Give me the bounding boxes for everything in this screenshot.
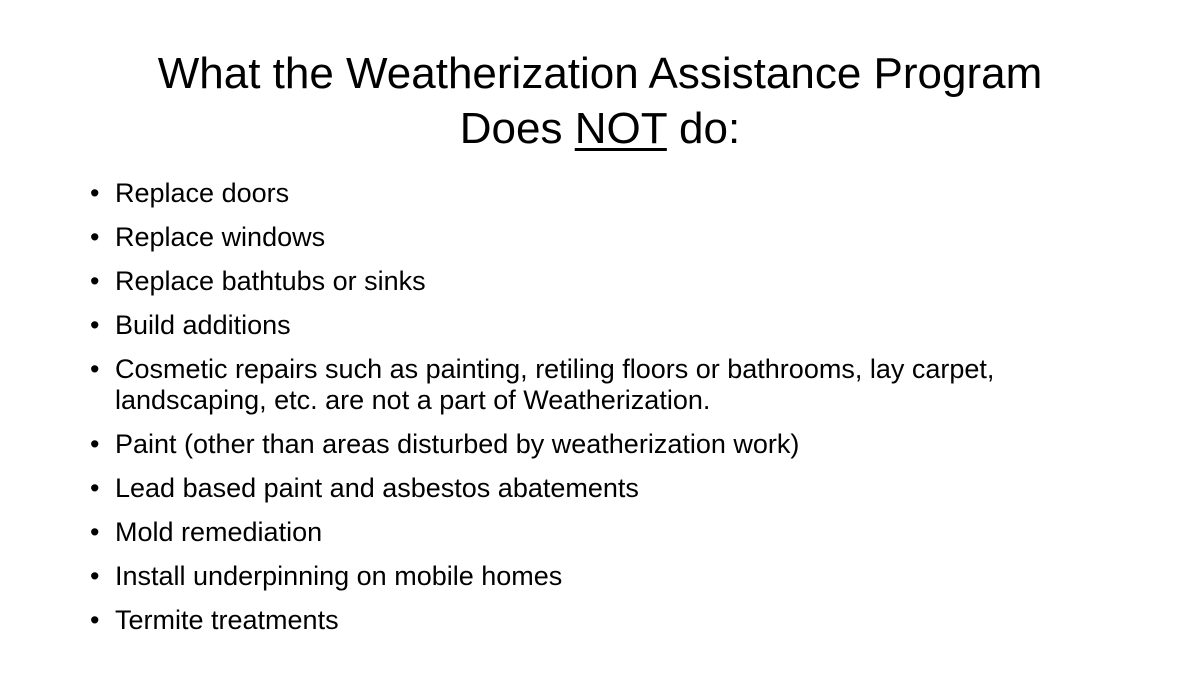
title-line-2-before: Does (459, 104, 575, 153)
bullet-icon: • (90, 605, 100, 635)
bullet-text: Install underpinning on mobile homes (115, 561, 563, 591)
bullet-icon: • (90, 517, 100, 547)
bullet-icon: • (90, 222, 100, 252)
bullet-item (90, 178, 1120, 209)
bullet-item (90, 266, 1120, 297)
bullet-item (90, 605, 1120, 636)
bullet-item (90, 354, 1120, 416)
bullet-text: Termite treatments (115, 605, 339, 635)
bullet-text: Cosmetic repairs such as painting, retiling floors or bathrooms, lay carpet, landscaping, etc. are not a part of Weatherization. (115, 354, 995, 415)
title-line-2-after: do: (666, 104, 741, 153)
bullet-icon: • (90, 266, 100, 296)
bullet-text: Replace doors (115, 178, 290, 208)
bullet-item (90, 517, 1120, 548)
bullet-text: Build additions (115, 310, 291, 340)
bullet-icon: • (90, 561, 100, 591)
bullet-item (90, 222, 1120, 253)
bullet-list (90, 178, 1120, 649)
bullet-text: Replace bathtubs or sinks (115, 266, 426, 296)
bullet-icon: • (90, 429, 100, 459)
title-line-2 (60, 101, 1140, 156)
bullet-icon: • (90, 310, 100, 340)
bullet-text: Lead based paint and asbestos abatements (115, 473, 639, 503)
bullet-icon: • (90, 178, 100, 208)
bullet-item (90, 429, 1120, 460)
bullet-text: Replace windows (115, 222, 326, 252)
slide-title (60, 46, 1140, 156)
bullet-text: Mold remediation (115, 517, 323, 547)
bullet-item (90, 561, 1120, 592)
title-line-1: What the Weatherization Assistance Program (157, 49, 1043, 98)
bullet-icon: • (90, 354, 100, 384)
bullet-item (90, 473, 1120, 504)
bullet-item (90, 310, 1120, 341)
bullet-icon: • (90, 473, 100, 503)
bullet-text: Paint (other than areas disturbed by weatherization work) (115, 429, 800, 459)
title-underlined-word: NOT (574, 104, 667, 153)
